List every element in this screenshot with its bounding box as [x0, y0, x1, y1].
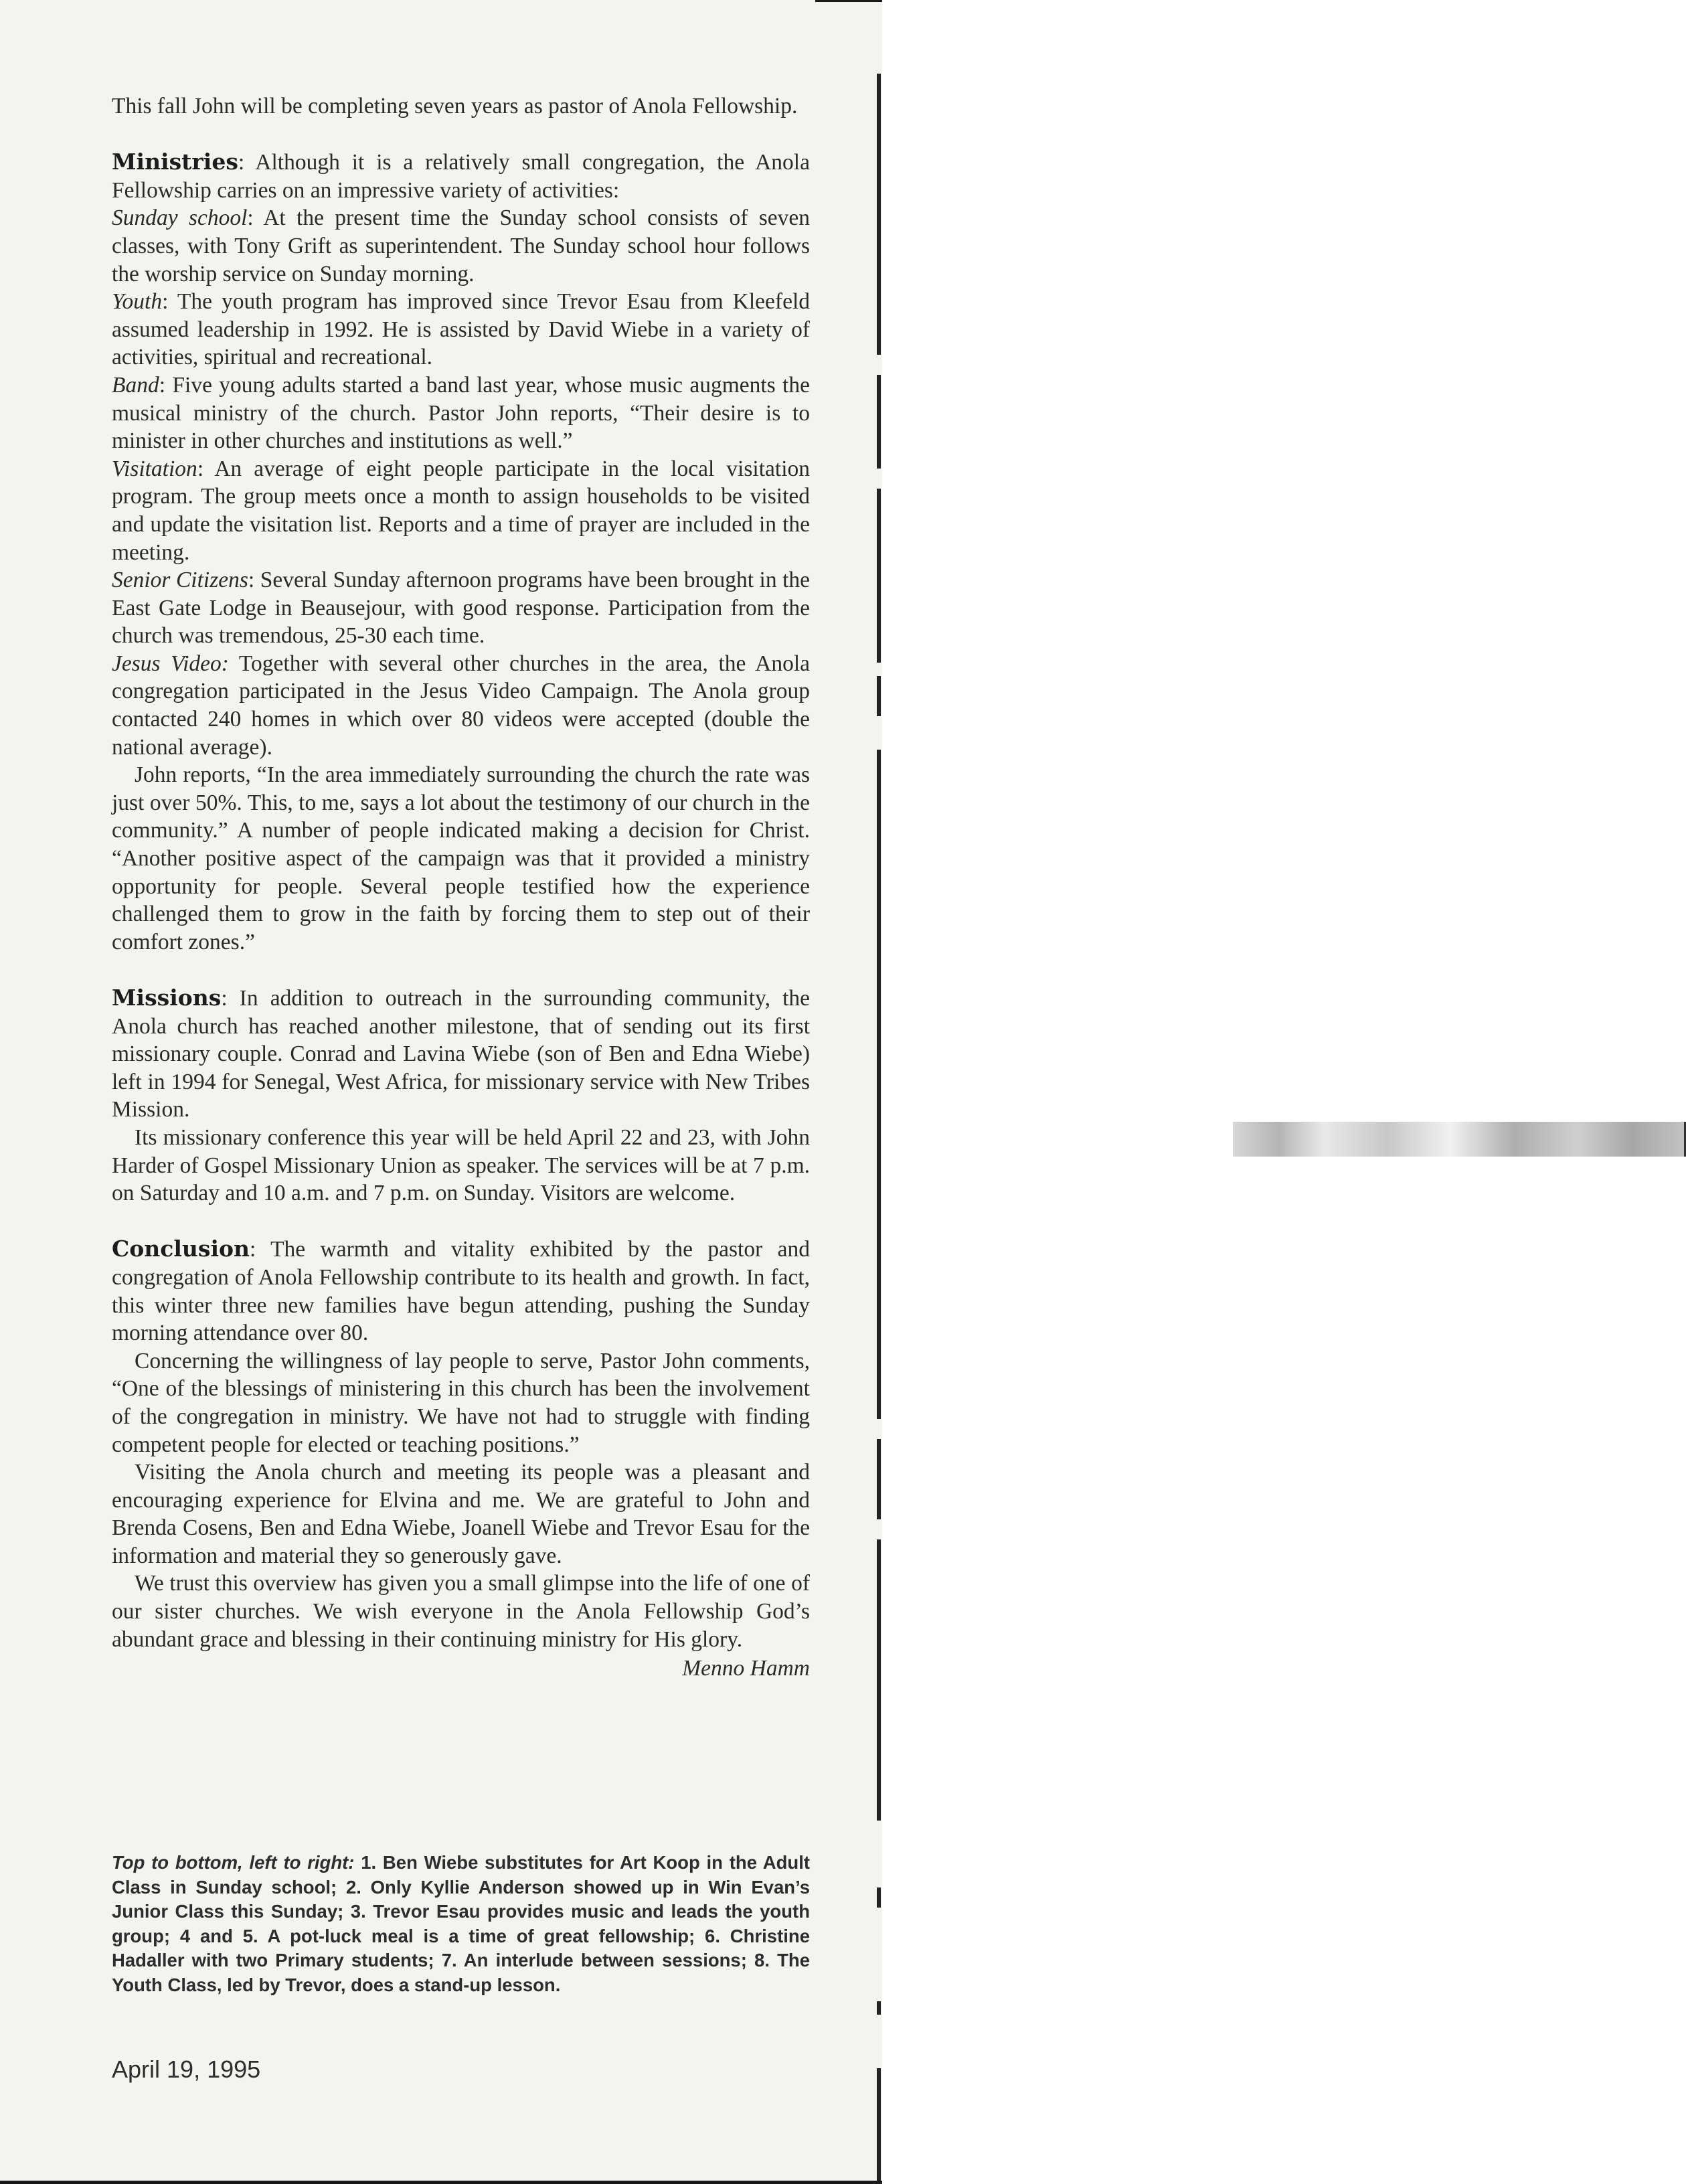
bottom-edge-rule — [0, 2181, 882, 2184]
missions-heading: Missions — [112, 985, 222, 1011]
senior-citizens-label: Senior Citizens — [112, 568, 248, 593]
article-body — [112, 92, 810, 1683]
john-reports-paragraph: John reports, “In the area immediately surrounding the church the rate was just over 50%. This, to me, says a lot about the testimony of our church in the community.” A number of people indicated making a decision for Christ. “Another positive aspect of the campaign was that it provided a ministry opportunity for people. Several people testified how the experience challenged them to grow in the faith by forcing them to step out of their comfort zones.” — [112, 762, 810, 954]
senior-citizens-paragraph: Senior Citizens: Several Sunday afternoon programs have been brought in the East Gate Lodge in Beausejour, with good response. Participation from the church was tremendous, 25-30 each time. — [112, 568, 810, 649]
caption-lead: Top to bottom, left to right: — [112, 1852, 355, 1873]
youth-paragraph: Youth: The youth program has improved since Trevor Esau from Kleefeld assumed leadership in 1992. He is assisted by David Wiebe in a variety of activities, spiritual and recreational. — [112, 289, 810, 370]
sunday-school-label: Sunday school — [112, 205, 248, 231]
visitation-label: Visitation — [112, 456, 197, 481]
page-gutter-shadow — [875, 0, 882, 2184]
jesus-video-paragraph: Jesus Video: Together with several other churches in the area, the Anola congregation participated in the Jesus Video Campaign. The Anola group contacted 240 homes in which over 80 videos were accepted (double the national average). — [112, 651, 810, 760]
photo-caption — [112, 1851, 810, 1997]
band-label: Band — [112, 372, 159, 398]
youth-label: Youth — [112, 289, 163, 315]
closing-paragraph: We trust this overview has given you a small glimpse into the life of one of our sister churches. We wish everyone in the Anola Fellowship God’s abundant grace and blessing in their continuing ministry for His glory. — [112, 1571, 810, 1652]
ministries-heading: Ministries — [112, 149, 238, 175]
author-signature: Menno Hamm — [682, 1656, 810, 1681]
visit-thanks-paragraph: Visiting the Anola church and meeting its people was a pleasant and encouraging experience for Elvina and me. We are grateful to John and Brenda Cosens, Ben and Edna Wiebe, Joanell Wiebe and Trevor Esau for the information and material they so generously gave. — [112, 1460, 810, 1568]
sunday-school-paragraph: Sunday school: At the present time the Sunday school consists of seven classes, with Tony Grift as superintendent. The Sunday school hour follows the worship service on Sunday morning. — [112, 205, 811, 286]
jesus-video-label: Jesus Video: — [112, 651, 229, 676]
intro-paragraph: This fall John will be completing seven years as pastor of Anola Fellowship. — [112, 94, 798, 118]
ministries-paragraph: Ministries: Although it is a relatively small congregation, the Anola Fellowship carries on an impressive variety of activities: — [112, 149, 810, 203]
visitation-paragraph: Visitation: An average of eight people participate in the local visitation program. The group meets once a month to assign households to be visited and update the visitation list. Reports and a time of prayer are included in the meeting. — [112, 456, 810, 565]
band-paragraph: Band: Five young adults started a band last year, whose music augments the musical ministry of the church. Pastor John reports, “Their desire is to minister in other churches and institutions as well.” — [112, 372, 810, 454]
lay-people-paragraph: Concerning the willingness of lay people to serve, Pastor John comments, “One of the blessings of ministering in this church has been the involvement of the congregation in ministry. We have not had to struggle with finding competent people for elected or teaching positions.” — [112, 1348, 810, 1457]
caption-text: 1. Ben Wiebe substitutes for Art Koop in the Adult Class in Sunday school; 2. Only Kyllie Anderson showed up in Win Evan’s Junior Class this Sunday; 3. Trevor Esau provides music and leads the youth group; 4 and 5. A pot-luck meal is a time of great fellowship; 6. Christine Hadaller with two Primary students; 7. An interlude between sessions; 8. The Youth Class, led by Trevor, does a stand-up lesson. — [112, 1852, 811, 1995]
adjacent-page-photo-fragment — [1233, 1122, 1686, 1157]
missionary-conference-paragraph: Its missionary conference this year will be held April 22 and 23, with John Harder of Gospel Missionary Union as speaker. The services will be at 7 p.m. on Saturday and 10 a.m. and 7 p.m. on Sunday. Visitors are welcome. — [112, 1124, 810, 1206]
conclusion-heading: Conclusion — [112, 1236, 250, 1262]
missions-paragraph: Missions: In addition to outreach in the surrounding community, the Anola church has reached another milestone, that of sending out its first missionary couple. Conrad and Lavina Wiebe (son of Ben and Edna Wiebe) left in 1994 for Senegal, West Africa, for missionary service with New Tribes Mission. — [112, 985, 810, 1122]
top-edge-rule — [815, 0, 882, 2]
conclusion-paragraph: Conclusion: The warmth and vitality exhibited by the pastor and congregation of Anola Fellowship contribute to its health and growth. In fact, this winter three new families have begun attending, pushing the Sunday morning attendance over 80. — [112, 1236, 810, 1346]
issue-date: April 19, 1995 — [112, 2055, 261, 2083]
